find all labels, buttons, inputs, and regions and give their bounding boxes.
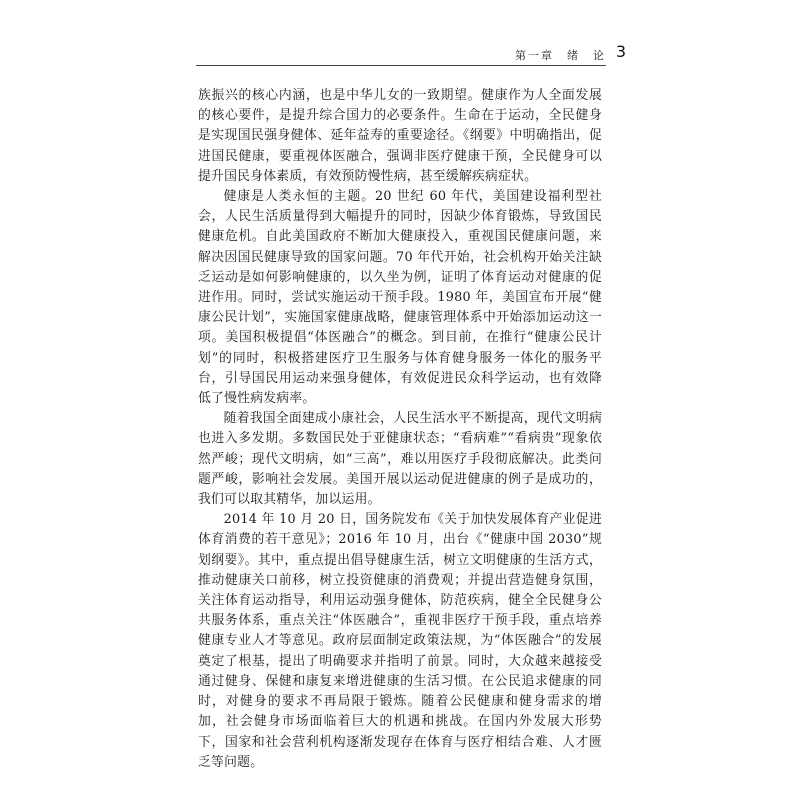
running-header (196, 42, 626, 64)
paragraph: 2014 年 10 月 20 日，国务院发布《关于加快发展体育产业促进体育消费的若干意见》；2016 年 10 月，出台《“健康中国 2030”规划纲要》。其中，重点提出倡导健康生活，树立文明健康的生活方式，推动健康关口前移，树立投资健康的消费观；并提出营造健身氛围，关注体育运动指导，利用运动强身健体，防范疾病，健全全民健身公共服务体系，重点关注“体医融合”，重视非医疗干预手段，重点培养健康专业人才等意见。政府层面制定政策法规，为“体医融合”的发展奠定了根基，提出了明确要求并指明了前景。同时，大众越来越接受通过健身、保健和康复来增进健康的生活习惯。在公民追求健康的同时，对健身的要求不再局限于锻炼。随着公民健康和健身需求的增加，社会健身市场面临着巨大的机遇和挑战。在国内外发展大形势下，国家和社会营利机构逐渐发现存在体育与医疗相结合难、人才匮乏等问题。 (198, 512, 602, 770)
page-number: 3 (615, 42, 626, 61)
header-divider (196, 65, 606, 66)
body-text (198, 86, 602, 773)
chapter-title: 第一章 绪 论 (515, 49, 606, 62)
paragraph-continuation: 族振兴的核心内涵，也是中华儿女的一致期望。健康作为人全面发展的核心要件，是提升综合国力的必要条件。生命在于运动，全民健身是实现国民强身健体、延年益寿的重要途径。《纲要》中明确指出，促进国民健康，要重视体医融合，强调非医疗健康干预，全民健身可以提升国民身体素质，有效预防慢性病，甚至缓解疾病症状。 (198, 88, 602, 184)
paragraph: 随着我国全面建成小康社会，人民生活水平不断提高，现代文明病也进入多发期。多数国民处于亚健康状态；“看病难”“看病贵”现象依然严峻；现代文明病，如“三高”，难以用医疗手段彻底解决。此类问题严峻，影响社会发展。美国开展以运动促进健康的例子是成功的，我们可以取其精华，加以运用。 (198, 411, 602, 508)
paragraph: 健康是人类永恒的主题。20 世纪 60 年代，美国建设福利型社会，人民生活质量得到大幅提升的同时，因缺少体育锻炼，导致国民健康危机。自此美国政府不断加大健康投入，重视国民健康问题，来解决因国民健康导致的国家问题。70 年代开始，社会机构开始关注缺乏运动是如何影响健康的，以久坐为例，证明了体育运动对健康的促进作用。同时，尝试实施运动干预手段。1980 年，美国宣布开展“健康公民计划”，实施国家健康战略，健康管理体系中开始添加运动这一项。美国积极提倡“体医融合”的概念。到目前，在推行“健康公民计划”的同时，积极搭建医疗卫生服务与体育健身服务一体化的服务平台，引导国民用运动来强身健体，有效促进民众科学运动，也有效降低了慢性病发病率。 (198, 189, 602, 407)
